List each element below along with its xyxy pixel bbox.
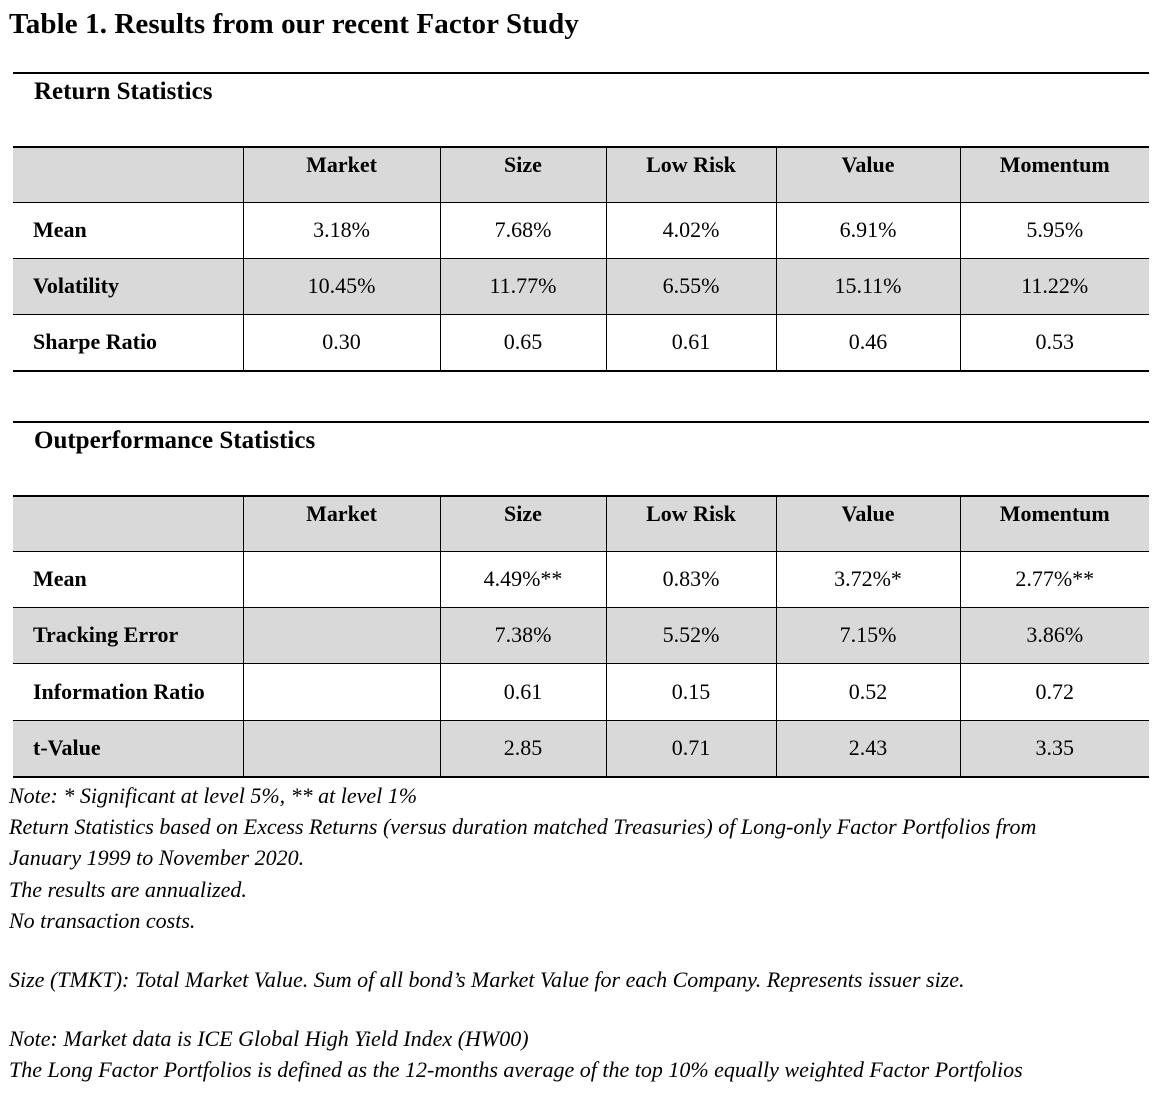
table-cell: 0.53 <box>960 314 1149 371</box>
table-cell: 3.86% <box>960 607 1149 663</box>
table-cell: 0.65 <box>440 314 606 371</box>
row-label: Mean <box>13 202 243 258</box>
table-cell: 0.71 <box>606 720 776 777</box>
section-rule-outperformance <box>13 421 1149 423</box>
header-cell: Market <box>243 147 440 202</box>
header-cell: Momentum <box>960 147 1149 202</box>
page-title: Table 1. Results from our recent Factor Study <box>9 8 579 40</box>
row-label: Mean <box>13 551 243 607</box>
header-cell: Value <box>776 496 960 551</box>
table-cell: 3.18% <box>243 202 440 258</box>
table-cell: 11.77% <box>440 258 606 314</box>
table-row <box>13 663 1149 720</box>
header-cell: Momentum <box>960 496 1149 551</box>
table-cell: 0.46 <box>776 314 960 371</box>
table-cell: 2.43 <box>776 720 960 777</box>
note-portfolio-definition: The Long Factor Portfolios is defined as the 12-months average of the top 10% equally weighted Factor Portfolios <box>9 1057 1023 1083</box>
note-spacer <box>9 995 1139 1023</box>
table-cell: 7.15% <box>776 607 960 663</box>
header-cell: Value <box>776 147 960 202</box>
table-cell: 4.02% <box>606 202 776 258</box>
table-cell <box>243 551 440 607</box>
header-cell: Market <box>243 496 440 551</box>
table-cell <box>243 720 440 777</box>
section-rule-return <box>13 72 1149 74</box>
table-cell: 0.83% <box>606 551 776 607</box>
note-transaction-costs: No transaction costs. <box>9 907 196 933</box>
table-cell: 0.30 <box>243 314 440 371</box>
table-notes <box>9 780 1139 1086</box>
note-period: January 1999 to November 2020. <box>9 845 305 871</box>
table-row <box>13 202 1149 258</box>
table-row <box>13 551 1149 607</box>
table-cell: 0.61 <box>440 663 606 720</box>
note-market-data: Note: Market data is ICE Global High Yield Index (HW00) <box>9 1026 529 1052</box>
table-cell: 11.22% <box>960 258 1149 314</box>
outperformance-stats-table <box>13 495 1149 778</box>
table-cell <box>243 663 440 720</box>
table-cell: 7.68% <box>440 202 606 258</box>
table-row <box>13 258 1149 314</box>
table-cell: 5.52% <box>606 607 776 663</box>
table-cell: 10.45% <box>243 258 440 314</box>
table-cell: 0.72 <box>960 663 1149 720</box>
table-cell: 0.61 <box>606 314 776 371</box>
table-header-row <box>13 496 1149 551</box>
header-cell: Size <box>440 496 606 551</box>
row-label: t-Value <box>13 720 243 777</box>
table-row <box>13 314 1149 371</box>
table-row <box>13 720 1149 777</box>
note-annualized: The results are annualized. <box>9 876 247 902</box>
table-cell <box>243 607 440 663</box>
row-label: Sharpe Ratio <box>13 314 243 371</box>
table-cell: 6.91% <box>776 202 960 258</box>
header-cell <box>13 147 243 202</box>
table-cell: 3.35 <box>960 720 1149 777</box>
table-header-row <box>13 147 1149 202</box>
table-row <box>13 607 1149 663</box>
table-cell: 3.72%* <box>776 551 960 607</box>
note-spacer <box>9 936 1139 964</box>
table-cell: 4.49%** <box>440 551 606 607</box>
row-label: Tracking Error <box>13 607 243 663</box>
note-significance: Note: * Significant at level 5%, ** at level 1% <box>9 783 418 808</box>
table-cell: 15.11% <box>776 258 960 314</box>
header-cell: Low Risk <box>606 496 776 551</box>
table-cell: 0.52 <box>776 663 960 720</box>
outperformance-stats-title: Outperformance Statistics <box>34 427 316 454</box>
table-cell: 2.77%** <box>960 551 1149 607</box>
return-stats-title: Return Statistics <box>34 78 213 105</box>
table-cell: 7.38% <box>440 607 606 663</box>
table-cell: 6.55% <box>606 258 776 314</box>
row-label: Information Ratio <box>13 663 243 720</box>
header-cell <box>13 496 243 551</box>
table-cell: 5.95% <box>960 202 1149 258</box>
header-cell: Low Risk <box>606 147 776 202</box>
note-size-definition: Size (TMKT): Total Market Value. Sum of all bond’s Market Value for each Company. Represents issuer size. <box>9 967 965 993</box>
row-label: Volatility <box>13 258 243 314</box>
return-stats-table <box>13 146 1149 372</box>
table-cell: 0.15 <box>606 663 776 720</box>
table-cell: 2.85 <box>440 720 606 777</box>
header-cell: Size <box>440 147 606 202</box>
note-return-basis: Return Statistics based on Excess Returns (versus duration matched Treasuries) of Long-only Factor Portfolios from <box>9 814 1037 840</box>
